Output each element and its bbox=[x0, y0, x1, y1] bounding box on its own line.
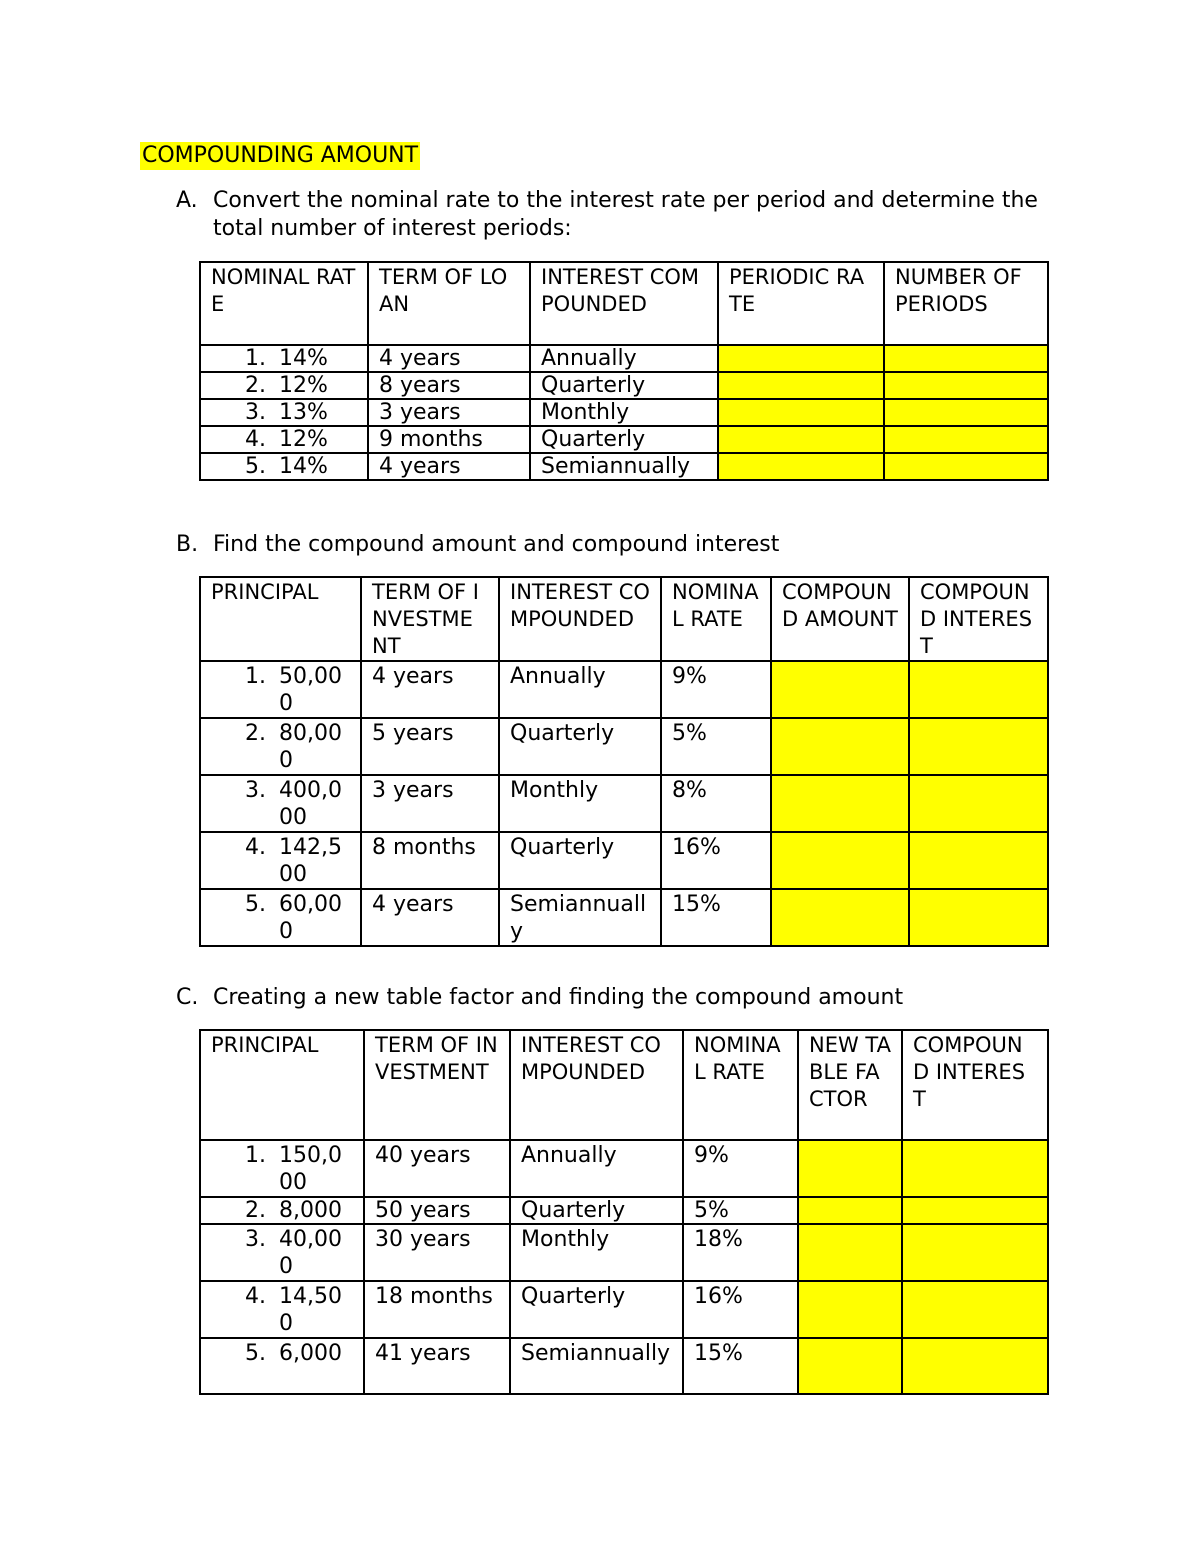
compounded-cell: Quarterly bbox=[530, 372, 718, 399]
compounded-cell: Annually bbox=[510, 1140, 683, 1197]
table-row bbox=[200, 426, 1048, 453]
row-number: 1. bbox=[245, 664, 266, 689]
principal-value: 80,000 bbox=[279, 721, 342, 773]
row-number: 2. bbox=[245, 721, 266, 746]
table-row bbox=[200, 1338, 1048, 1394]
section-a-instruction bbox=[176, 187, 1056, 243]
row-number: 3. bbox=[245, 1227, 266, 1252]
header-new-table-factor: NEW TABLE FACTOR bbox=[798, 1030, 902, 1140]
header-interest-compounded: INTEREST COMPOUNDED bbox=[530, 262, 718, 345]
table-row bbox=[200, 1140, 1048, 1197]
row-number: 1. bbox=[245, 1143, 266, 1168]
new-table-factor-answer-cell[interactable] bbox=[798, 1140, 902, 1197]
table-row bbox=[200, 1224, 1048, 1281]
principal-value: 6,000 bbox=[279, 1341, 342, 1366]
periodic-rate-answer-cell[interactable] bbox=[718, 399, 884, 426]
compounded-cell: Monthly bbox=[499, 775, 661, 832]
table-row bbox=[200, 1197, 1048, 1224]
table-c bbox=[199, 1029, 1049, 1395]
header-nominal-rate: NOMINAL RATE bbox=[661, 577, 771, 661]
compounded-cell: Quarterly bbox=[499, 832, 661, 889]
section-b-instruction bbox=[176, 531, 1056, 559]
table-row bbox=[200, 453, 1048, 480]
rate-value: 13% bbox=[279, 400, 328, 425]
compound-amount-answer-cell[interactable] bbox=[771, 661, 909, 718]
section-a-text: Convert the nominal rate to the interest rate per period and determine the total number of interest periods: bbox=[213, 188, 1038, 241]
periodic-rate-answer-cell[interactable] bbox=[718, 345, 884, 372]
term-cell: 4 years bbox=[368, 345, 530, 372]
row-number: 4. bbox=[245, 427, 266, 452]
term-cell: 40 years bbox=[364, 1140, 510, 1197]
row-number: 3. bbox=[245, 778, 266, 803]
row-number: 3. bbox=[245, 400, 266, 425]
header-principal: PRINCIPAL bbox=[200, 1030, 364, 1140]
header-term-of-investment: TERM OF INVESTMENT bbox=[364, 1030, 510, 1140]
table-row bbox=[200, 661, 1048, 718]
compounded-cell: Monthly bbox=[510, 1224, 683, 1281]
header-nominal-rate: NOMINAL RATE bbox=[683, 1030, 798, 1140]
principal-cell bbox=[200, 661, 361, 718]
compounded-cell: Semiannually bbox=[499, 889, 661, 946]
table-row bbox=[200, 399, 1048, 426]
nominal-rate-cell bbox=[200, 399, 368, 426]
principal-value: 60,000 bbox=[279, 892, 342, 944]
nominal-rate-cell bbox=[200, 453, 368, 480]
compound-amount-answer-cell[interactable] bbox=[771, 718, 909, 775]
row-number: 4. bbox=[245, 1284, 266, 1309]
number-of-periods-answer-cell[interactable] bbox=[884, 453, 1048, 480]
rate-value: 12% bbox=[279, 427, 328, 452]
header-term-of-loan: TERM OF LOAN bbox=[368, 262, 530, 345]
table-c-header-row bbox=[200, 1030, 1048, 1140]
compound-interest-answer-cell[interactable] bbox=[909, 832, 1048, 889]
compound-interest-answer-cell[interactable] bbox=[909, 889, 1048, 946]
term-cell: 5 years bbox=[361, 718, 499, 775]
section-a-letter: A. bbox=[176, 188, 198, 213]
compound-interest-answer-cell[interactable] bbox=[909, 661, 1048, 718]
compound-interest-answer-cell[interactable] bbox=[909, 775, 1048, 832]
row-number: 4. bbox=[245, 835, 266, 860]
principal-value: 142,500 bbox=[279, 835, 342, 887]
table-row bbox=[200, 1281, 1048, 1338]
principal-value: 150,000 bbox=[279, 1143, 342, 1195]
compound-interest-answer-cell[interactable] bbox=[909, 718, 1048, 775]
table-b-header-row bbox=[200, 577, 1048, 661]
term-cell: 18 months bbox=[364, 1281, 510, 1338]
term-cell: 30 years bbox=[364, 1224, 510, 1281]
rate-value: 12% bbox=[279, 373, 328, 398]
compounded-cell: Quarterly bbox=[530, 426, 718, 453]
table-row bbox=[200, 775, 1048, 832]
compound-interest-answer-cell[interactable] bbox=[902, 1338, 1048, 1394]
compound-amount-answer-cell[interactable] bbox=[771, 832, 909, 889]
nominal-rate-cell bbox=[200, 426, 368, 453]
principal-cell bbox=[200, 1338, 364, 1394]
term-cell: 4 years bbox=[368, 453, 530, 480]
row-number: 5. bbox=[245, 892, 266, 917]
nominal-rate-cell: 18% bbox=[683, 1224, 798, 1281]
header-principal: PRINCIPAL bbox=[200, 577, 361, 661]
principal-cell bbox=[200, 718, 361, 775]
section-c-instruction bbox=[176, 984, 1056, 1012]
compounded-cell: Monthly bbox=[530, 399, 718, 426]
number-of-periods-answer-cell[interactable] bbox=[884, 426, 1048, 453]
periodic-rate-answer-cell[interactable] bbox=[718, 372, 884, 399]
term-cell: 8 years bbox=[368, 372, 530, 399]
compounded-cell: Semiannually bbox=[510, 1338, 683, 1394]
number-of-periods-answer-cell[interactable] bbox=[884, 399, 1048, 426]
term-cell: 3 years bbox=[361, 775, 499, 832]
compound-interest-answer-cell[interactable] bbox=[902, 1140, 1048, 1197]
table-a-header-row bbox=[200, 262, 1048, 345]
table-b bbox=[199, 576, 1049, 947]
nominal-rate-cell bbox=[200, 372, 368, 399]
term-cell: 3 years bbox=[368, 399, 530, 426]
periodic-rate-answer-cell[interactable] bbox=[718, 426, 884, 453]
header-number-of-periods: NUMBER OF PERIODS bbox=[884, 262, 1048, 345]
row-number: 5. bbox=[245, 1341, 266, 1366]
rate-value: 14% bbox=[279, 346, 328, 371]
compound-amount-answer-cell[interactable] bbox=[771, 889, 909, 946]
header-nominal-rate: NOMINAL RATE bbox=[200, 262, 368, 345]
principal-cell bbox=[200, 1197, 364, 1224]
row-number: 2. bbox=[245, 1198, 266, 1223]
nominal-rate-cell: 5% bbox=[683, 1197, 798, 1224]
header-compound-amount: COMPOUND AMOUNT bbox=[771, 577, 909, 661]
header-periodic-rate: PERIODIC RATE bbox=[718, 262, 884, 345]
compounded-cell: Annually bbox=[530, 345, 718, 372]
compounded-cell: Quarterly bbox=[510, 1197, 683, 1224]
principal-cell bbox=[200, 1281, 364, 1338]
term-cell: 9 months bbox=[368, 426, 530, 453]
nominal-rate-cell: 16% bbox=[661, 832, 771, 889]
nominal-rate-cell: 15% bbox=[661, 889, 771, 946]
compound-interest-answer-cell[interactable] bbox=[902, 1224, 1048, 1281]
compound-interest-answer-cell[interactable] bbox=[902, 1281, 1048, 1338]
header-compound-interest: COMPOUND INTEREST bbox=[909, 577, 1048, 661]
number-of-periods-answer-cell[interactable] bbox=[884, 345, 1048, 372]
principal-value: 400,000 bbox=[279, 778, 342, 830]
term-cell: 4 years bbox=[361, 661, 499, 718]
table-row bbox=[200, 345, 1048, 372]
nominal-rate-cell: 16% bbox=[683, 1281, 798, 1338]
periodic-rate-answer-cell[interactable] bbox=[718, 453, 884, 480]
principal-cell bbox=[200, 775, 361, 832]
section-b-letter: B. bbox=[176, 532, 199, 557]
compounded-cell: Quarterly bbox=[510, 1281, 683, 1338]
nominal-rate-cell bbox=[200, 345, 368, 372]
principal-value: 40,000 bbox=[279, 1227, 342, 1279]
term-cell: 41 years bbox=[364, 1338, 510, 1394]
rate-value: 14% bbox=[279, 454, 328, 479]
principal-value: 50,000 bbox=[279, 664, 342, 716]
principal-cell bbox=[200, 1224, 364, 1281]
header-term-of-investment: TERM OF INVESTMENT bbox=[361, 577, 499, 661]
section-c-text: Creating a new table factor and finding the compound amount bbox=[213, 985, 904, 1010]
nominal-rate-cell: 5% bbox=[661, 718, 771, 775]
term-cell: 4 years bbox=[361, 889, 499, 946]
table-a bbox=[199, 261, 1049, 481]
term-cell: 8 months bbox=[361, 832, 499, 889]
table-row bbox=[200, 372, 1048, 399]
row-number: 1. bbox=[245, 346, 266, 371]
compounded-cell: Annually bbox=[499, 661, 661, 718]
table-row bbox=[200, 832, 1048, 889]
nominal-rate-cell: 9% bbox=[683, 1140, 798, 1197]
page-title: COMPOUNDING AMOUNT bbox=[142, 143, 419, 168]
header-interest-compounded: INTEREST COMPOUNDED bbox=[510, 1030, 683, 1140]
compounded-cell: Semiannually bbox=[530, 453, 718, 480]
nominal-rate-cell: 9% bbox=[661, 661, 771, 718]
new-table-factor-answer-cell[interactable] bbox=[798, 1197, 902, 1224]
header-compound-interest: COMPOUND INTEREST bbox=[902, 1030, 1048, 1140]
section-b-text: Find the compound amount and compound interest bbox=[213, 532, 780, 557]
term-cell: 50 years bbox=[364, 1197, 510, 1224]
table-row bbox=[200, 889, 1048, 946]
nominal-rate-cell: 15% bbox=[683, 1338, 798, 1394]
row-number: 5. bbox=[245, 454, 266, 479]
number-of-periods-answer-cell[interactable] bbox=[884, 372, 1048, 399]
header-interest-compounded: INTEREST COMPOUNDED bbox=[499, 577, 661, 661]
compound-amount-answer-cell[interactable] bbox=[771, 775, 909, 832]
compounded-cell: Quarterly bbox=[499, 718, 661, 775]
section-c-letter: C. bbox=[176, 985, 199, 1010]
new-table-factor-answer-cell[interactable] bbox=[798, 1338, 902, 1394]
principal-cell bbox=[200, 1140, 364, 1197]
table-row bbox=[200, 718, 1048, 775]
new-table-factor-answer-cell[interactable] bbox=[798, 1281, 902, 1338]
principal-value: 8,000 bbox=[279, 1198, 342, 1223]
nominal-rate-cell: 8% bbox=[661, 775, 771, 832]
principal-cell bbox=[200, 889, 361, 946]
new-table-factor-answer-cell[interactable] bbox=[798, 1224, 902, 1281]
principal-cell bbox=[200, 832, 361, 889]
principal-value: 14,500 bbox=[279, 1284, 342, 1336]
row-number: 2. bbox=[245, 373, 266, 398]
compound-interest-answer-cell[interactable] bbox=[902, 1197, 1048, 1224]
